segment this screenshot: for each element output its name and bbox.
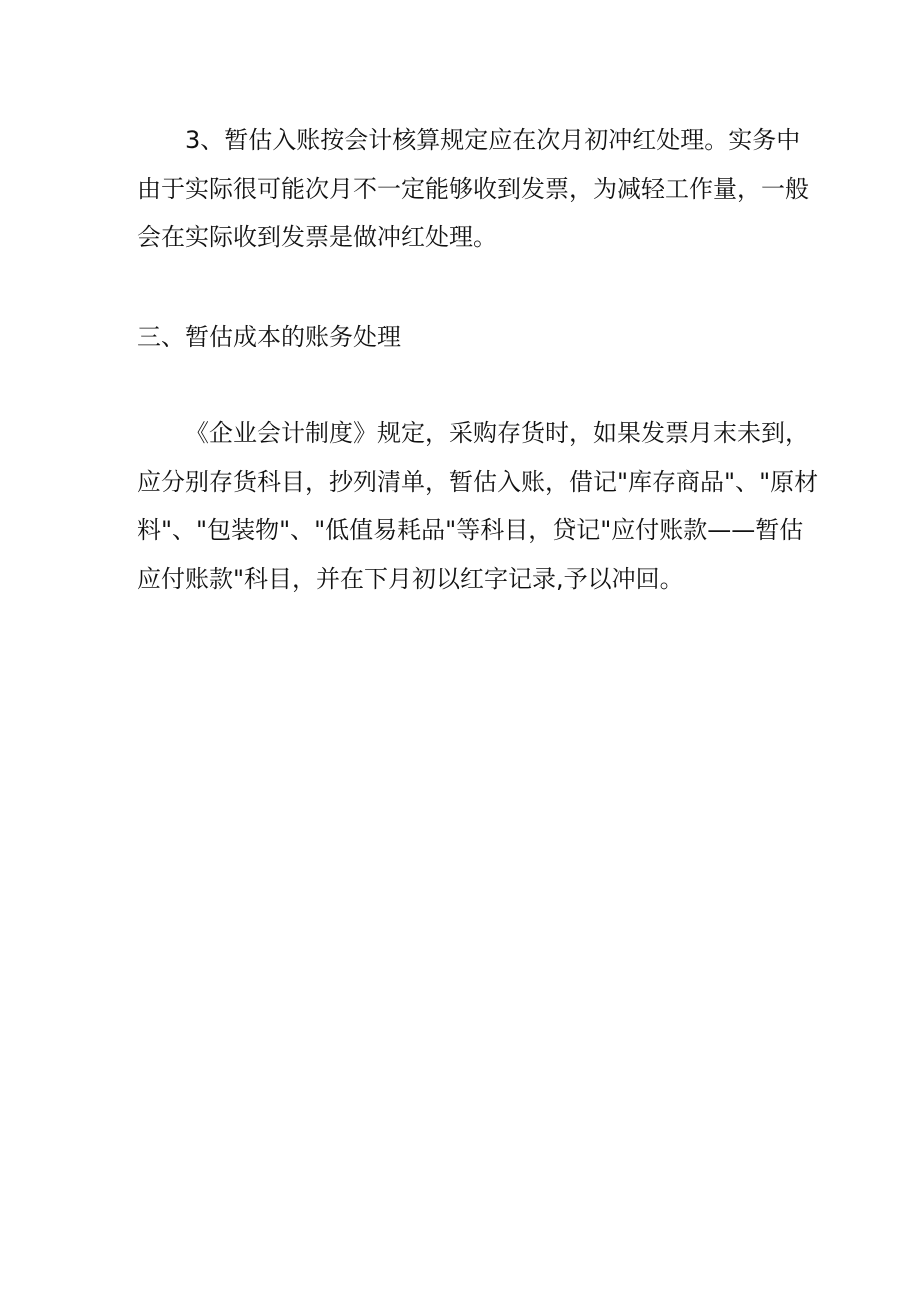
paragraph-line: 3、暂估入账按会计核算规定应在次月初冲红处理。实务中 (185, 126, 801, 154)
paragraph-temporary-estimate-reversal (137, 116, 809, 262)
paragraph-line: 由于实际很可能次月不一定能够收到发票，为减轻工作量，一般 (137, 174, 809, 203)
paragraph-line: 应付账款"科目，并在下月初以红字记录,予以冲回。 (137, 564, 684, 593)
paragraph-line: 《企业会计制度》规定，采购存货时，如果发票月末未到， (185, 419, 809, 447)
paragraph-line: 料"、"包装物"、"低值易耗品"等科目，贷记"应付账款——暂估 (137, 516, 804, 544)
paragraph-accounting-system-rule (137, 409, 819, 603)
paragraph-line: 应分别存货科目，抄列清单，暂估入账，借记"库存商品"、"原材 (137, 467, 819, 496)
paragraph-line: 会在实际收到发票是做冲红处理。 (137, 223, 497, 251)
section-heading: 三、暂估成本的账务处理 (137, 323, 401, 351)
